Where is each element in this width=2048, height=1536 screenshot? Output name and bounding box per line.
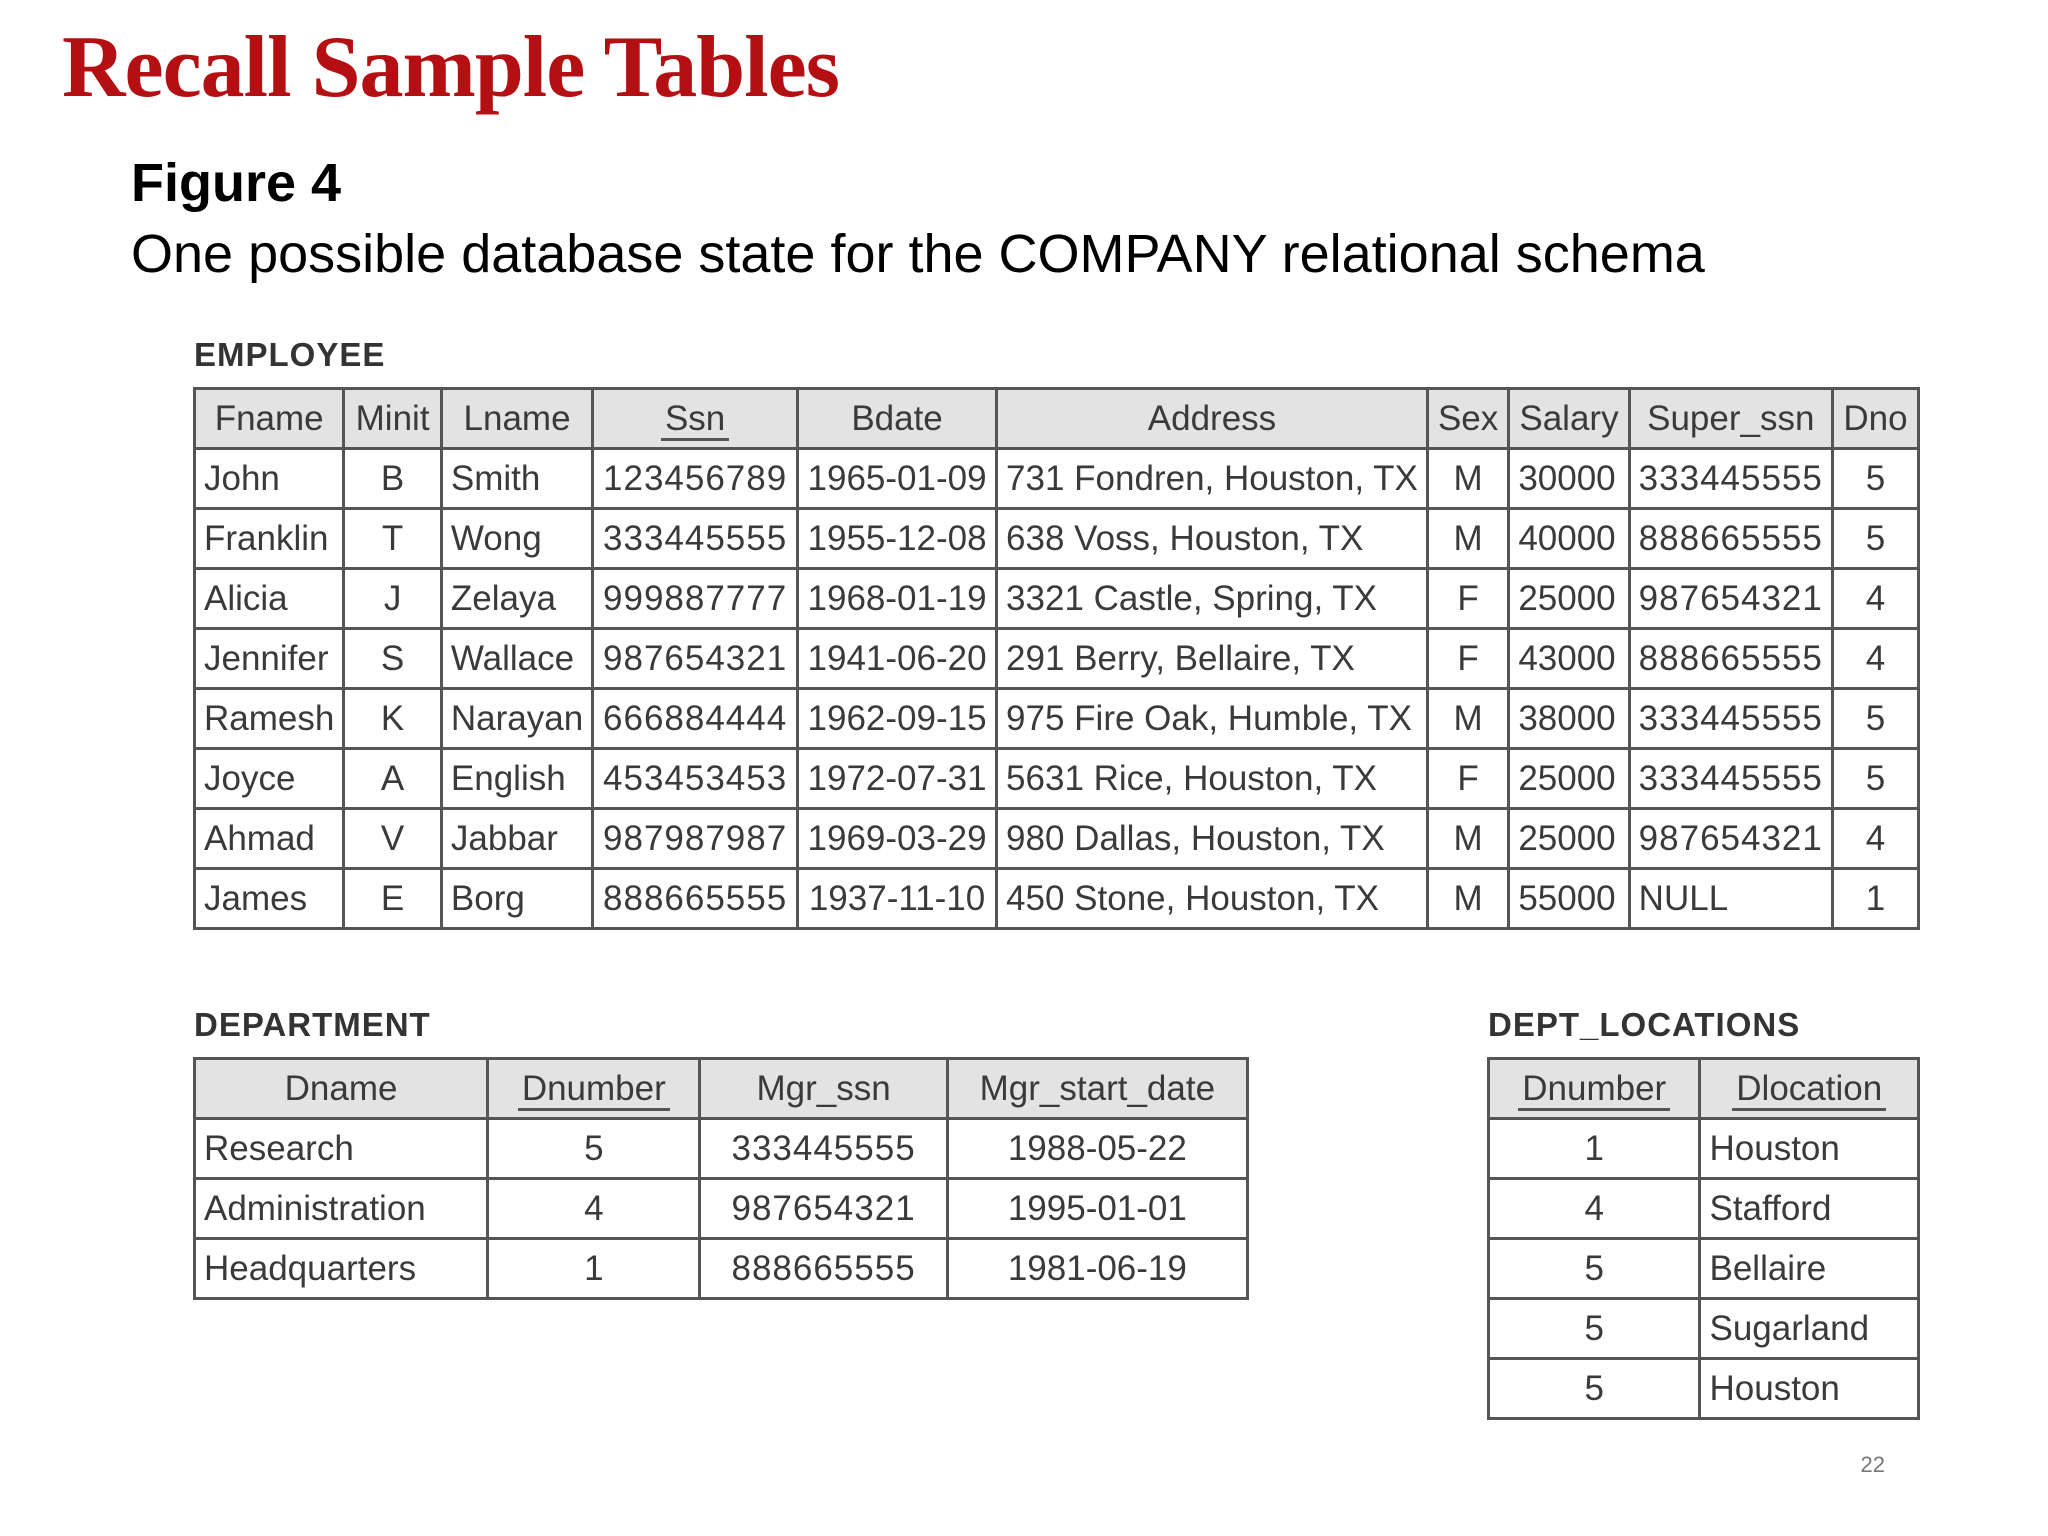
table-cell: 3321 Castle, Spring, TX	[997, 569, 1428, 629]
table-cell: 55000	[1509, 869, 1629, 929]
table-cell: M	[1427, 809, 1508, 869]
table-cell: 5	[1832, 749, 1918, 809]
figure-label: Figure 4	[131, 153, 342, 213]
table-cell: 1968-01-19	[798, 569, 997, 629]
table-cell: M	[1427, 689, 1508, 749]
table-row	[195, 689, 1919, 749]
table-cell: Administration	[195, 1179, 488, 1239]
table-row	[195, 509, 1919, 569]
table-cell: 333445555	[700, 1119, 947, 1179]
table-row	[195, 809, 1919, 869]
table-cell: 5	[1489, 1359, 1700, 1419]
table-cell: F	[1427, 749, 1508, 809]
table-cell: 453453453	[593, 749, 798, 809]
table-cell: Stafford	[1700, 1179, 1919, 1239]
table-cell: K	[344, 689, 442, 749]
dept-locations-table-name: DEPT_LOCATIONS	[1488, 1006, 1801, 1043]
column-header-minit: Minit	[344, 389, 442, 449]
table-cell: Wong	[441, 509, 592, 569]
table-cell: Ramesh	[195, 689, 344, 749]
table-cell: M	[1427, 449, 1508, 509]
column-header-dname: Dname	[195, 1059, 488, 1119]
table-cell: 5	[1832, 449, 1918, 509]
dept-locations-table	[1487, 1057, 1920, 1420]
table-cell: Houston	[1700, 1119, 1919, 1179]
table-row	[195, 1179, 1248, 1239]
column-header-lname: Lname	[441, 389, 592, 449]
table-cell: Jabbar	[441, 809, 592, 869]
table-cell: 4	[488, 1179, 700, 1239]
table-row	[1489, 1179, 1919, 1239]
table-cell: James	[195, 869, 344, 929]
table-row	[195, 449, 1919, 509]
table-cell: 638 Voss, Houston, TX	[997, 509, 1428, 569]
column-header-bdate: Bdate	[798, 389, 997, 449]
table-cell: 987654321	[1629, 569, 1832, 629]
table-cell: 888665555	[1629, 629, 1832, 689]
table-cell: Wallace	[441, 629, 592, 689]
table-row	[195, 1239, 1248, 1299]
table-cell: Borg	[441, 869, 592, 929]
table-cell: 987654321	[1629, 809, 1832, 869]
table-cell: Franklin	[195, 509, 344, 569]
table-row	[195, 869, 1919, 929]
table-row	[1489, 1239, 1919, 1299]
table-cell: 1962-09-15	[798, 689, 997, 749]
table-cell: 333445555	[1629, 749, 1832, 809]
table-cell: 987654321	[593, 629, 798, 689]
table-cell: 1	[1489, 1119, 1700, 1179]
table-cell: Joyce	[195, 749, 344, 809]
dept-locations-header-row	[1489, 1059, 1919, 1119]
table-row	[195, 749, 1919, 809]
slide-title: Recall Sample Tables	[62, 19, 839, 116]
table-cell: Headquarters	[195, 1239, 488, 1299]
table-cell: 25000	[1509, 809, 1629, 869]
column-header-super-ssn: Super_ssn	[1629, 389, 1832, 449]
table-cell: 5	[1489, 1239, 1700, 1299]
table-cell: Jennifer	[195, 629, 344, 689]
table-cell: Bellaire	[1700, 1239, 1919, 1299]
table-cell: 1969-03-29	[798, 809, 997, 869]
column-header-sex: Sex	[1427, 389, 1508, 449]
column-header-dnumber: Dnumber	[488, 1059, 700, 1119]
column-header-address: Address	[997, 389, 1428, 449]
table-cell: 5	[1489, 1299, 1700, 1359]
table-cell: 980 Dallas, Houston, TX	[997, 809, 1428, 869]
column-header-mgr-ssn: Mgr_ssn	[700, 1059, 947, 1119]
table-cell: 333445555	[593, 509, 798, 569]
table-row	[1489, 1299, 1919, 1359]
department-header-row	[195, 1059, 1248, 1119]
table-cell: B	[344, 449, 442, 509]
table-cell: NULL	[1629, 869, 1832, 929]
table-cell: 123456789	[593, 449, 798, 509]
table-row	[195, 629, 1919, 689]
table-cell: E	[344, 869, 442, 929]
figure-caption: One possible database state for the COMPANY relational schema	[131, 224, 1705, 284]
page-number: 22	[1860, 1452, 1885, 1477]
table-cell: English	[441, 749, 592, 809]
table-cell: 1965-01-09	[798, 449, 997, 509]
table-cell: 975 Fire Oak, Humble, TX	[997, 689, 1428, 749]
table-cell: 666884444	[593, 689, 798, 749]
table-cell: 43000	[1509, 629, 1629, 689]
table-cell: 291 Berry, Bellaire, TX	[997, 629, 1428, 689]
column-header-dnumber: Dnumber	[1489, 1059, 1700, 1119]
table-cell: F	[1427, 569, 1508, 629]
table-cell: 1941-06-20	[798, 629, 997, 689]
table-cell: 1972-07-31	[798, 749, 997, 809]
column-header-salary: Salary	[1509, 389, 1629, 449]
table-cell: 999887777	[593, 569, 798, 629]
department-table-name: DEPARTMENT	[194, 1006, 431, 1043]
table-cell: V	[344, 809, 442, 869]
table-cell: 5	[1832, 689, 1918, 749]
table-cell: 30000	[1509, 449, 1629, 509]
table-cell: Zelaya	[441, 569, 592, 629]
table-cell: Research	[195, 1119, 488, 1179]
table-cell: J	[344, 569, 442, 629]
table-cell: S	[344, 629, 442, 689]
table-row	[1489, 1359, 1919, 1419]
table-cell: 1	[1832, 869, 1918, 929]
table-cell: Narayan	[441, 689, 592, 749]
table-cell: 38000	[1509, 689, 1629, 749]
table-cell: Smith	[441, 449, 592, 509]
table-cell: 1937-11-10	[798, 869, 997, 929]
table-cell: 888665555	[700, 1239, 947, 1299]
table-cell: 1995-01-01	[947, 1179, 1247, 1239]
table-cell: Alicia	[195, 569, 344, 629]
table-cell: 987987987	[593, 809, 798, 869]
table-cell: 4	[1832, 629, 1918, 689]
table-cell: T	[344, 509, 442, 569]
column-header-mgr-start-date: Mgr_start_date	[947, 1059, 1247, 1119]
table-cell: 40000	[1509, 509, 1629, 569]
table-cell: 888665555	[1629, 509, 1832, 569]
table-cell: 333445555	[1629, 449, 1832, 509]
employee-table	[193, 387, 1920, 930]
table-cell: 25000	[1509, 749, 1629, 809]
column-header-dlocation: Dlocation	[1700, 1059, 1919, 1119]
table-cell: 4	[1832, 569, 1918, 629]
table-cell: 4	[1489, 1179, 1700, 1239]
table-cell: 1981-06-19	[947, 1239, 1247, 1299]
table-cell: John	[195, 449, 344, 509]
table-cell: F	[1427, 629, 1508, 689]
employee-header-row	[195, 389, 1919, 449]
table-cell: 1988-05-22	[947, 1119, 1247, 1179]
table-row	[195, 1119, 1248, 1179]
employee-table-name: EMPLOYEE	[194, 336, 386, 373]
column-header-fname: Fname	[195, 389, 344, 449]
table-row	[1489, 1119, 1919, 1179]
table-cell: Houston	[1700, 1359, 1919, 1419]
table-cell: 450 Stone, Houston, TX	[997, 869, 1428, 929]
table-cell: 5	[488, 1119, 700, 1179]
column-header-dno: Dno	[1832, 389, 1918, 449]
table-cell: 731 Fondren, Houston, TX	[997, 449, 1428, 509]
column-header-ssn: Ssn	[593, 389, 798, 449]
table-cell: 4	[1832, 809, 1918, 869]
table-cell: 1	[488, 1239, 700, 1299]
table-cell: 987654321	[700, 1179, 947, 1239]
table-cell: 5	[1832, 509, 1918, 569]
table-cell: Ahmad	[195, 809, 344, 869]
table-cell: 5631 Rice, Houston, TX	[997, 749, 1428, 809]
table-cell: A	[344, 749, 442, 809]
table-cell: 1955-12-08	[798, 509, 997, 569]
department-table	[193, 1057, 1249, 1300]
table-cell: Sugarland	[1700, 1299, 1919, 1359]
table-row	[195, 569, 1919, 629]
table-cell: 333445555	[1629, 689, 1832, 749]
table-cell: 25000	[1509, 569, 1629, 629]
table-cell: M	[1427, 509, 1508, 569]
table-cell: 888665555	[593, 869, 798, 929]
table-cell: M	[1427, 869, 1508, 929]
